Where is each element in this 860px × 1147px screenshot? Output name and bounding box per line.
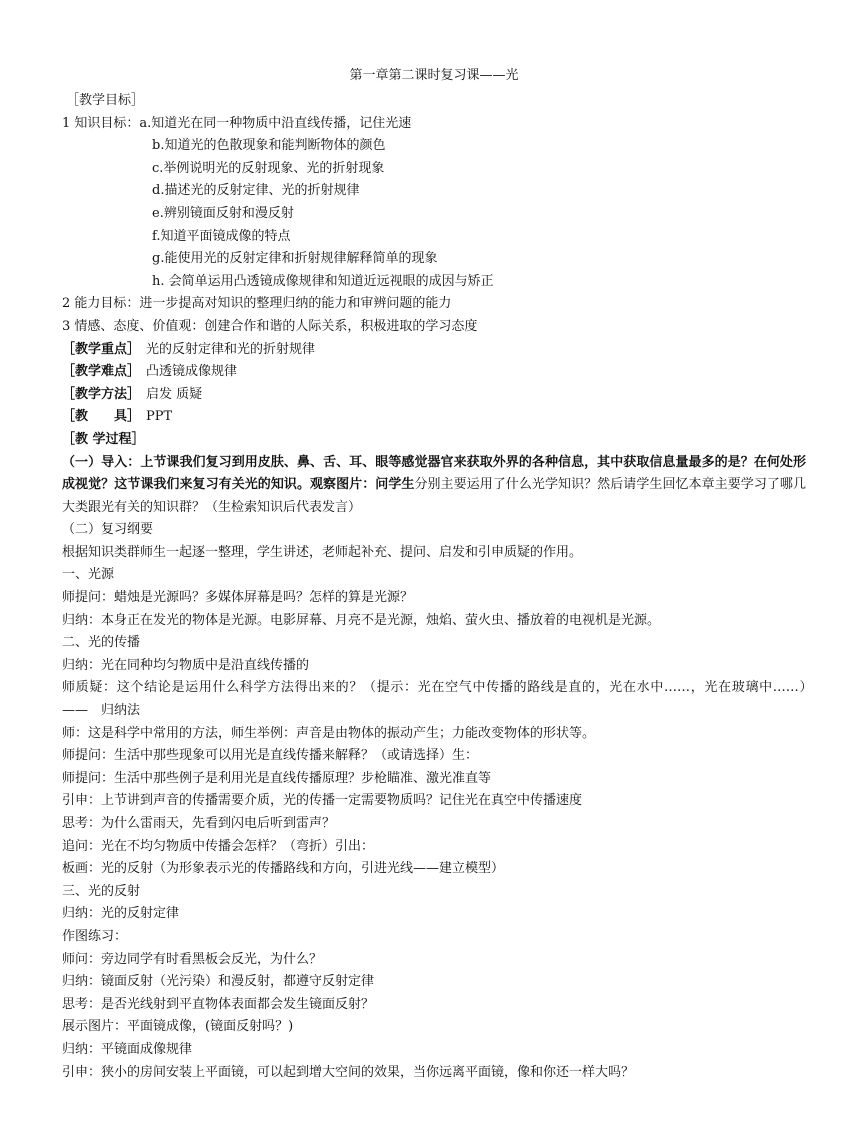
knowledge-prefix: 1 知识目标：	[62, 115, 140, 131]
ability-objective: 2 能力目标：进一步提高对知识的整理归纳的能力和审辨问题的能力	[62, 296, 452, 312]
section-heading-propagation: 二、光的传播	[62, 635, 141, 651]
body-line: 师提问：生活中那些现象可以用光是直线传播来解释？（或请选择）生：	[62, 748, 479, 764]
method-text: 启发 质疑	[146, 386, 203, 402]
tools-label: ［教 具］	[62, 409, 141, 425]
knowledge-objective	[62, 113, 806, 136]
body-line: 归纳：本身正在发光的物体是光源。电影屏幕、月亮不是光源，烛焰、萤火虫、播放着的电视机是光源。	[62, 612, 661, 628]
body-line: 师：这是科学中常用的方法，师生举例：声音是由物体的振动产生；力能改变物体的形状等。	[62, 725, 596, 741]
key-point-label: ［教学重点］	[62, 341, 141, 357]
process-heading: ［教 学过程］	[62, 431, 145, 447]
knowledge-item-b: b.知道光的色散现象和能判断物体的颜色	[152, 138, 386, 154]
body-line: 师提问：蜡烛是光源吗？多媒体屏幕是吗？怎样的算是光源？	[62, 590, 414, 606]
document-title: 第一章第二课时复习课——光	[349, 68, 519, 83]
tools-text: PPT	[146, 409, 173, 425]
body-line: 思考：为什么雷雨天，先看到闪电后听到雷声？	[62, 816, 336, 831]
key-point-row	[62, 339, 806, 362]
section-heading-reflection: 三、光的反射	[62, 883, 141, 899]
tools-row	[62, 406, 806, 429]
body-line: （二）复习纲要	[62, 522, 154, 538]
section-heading-light-source: 一、光源	[62, 567, 115, 583]
intro-normal-text: 分别主要运用了什么光学知识？然后请学生回忆本章主要学习了哪几大类跟光有关的知识群？（生检索知识后代表发言）	[62, 477, 806, 515]
difficulty-label: ［教学难点］	[62, 364, 141, 380]
body-line: 根据知识类群师生一起逐一整理，学生讲述，老师起补充、提问、启发和引申质疑的作用。	[62, 544, 583, 560]
method-row	[62, 384, 806, 407]
intro-bold-text: （一）导入：上节课我们复习到用皮肤、鼻、舌、耳、眼等感觉器官来获取外界的各种信息，其中获取信息量最多的是？在何处形成视觉？这节课我们来复习有关光的知识。观察图片：问学生	[62, 454, 806, 493]
knowledge-item-f: f.知道平面镜成像的特点	[152, 228, 291, 244]
body-line: 展示图片：平面镜成像，(镜面反射吗？)	[62, 1019, 294, 1035]
document-page	[62, 66, 820, 1084]
body-line: 思考：是否光线射到平直物体表面都会发生镜面反射？	[62, 996, 375, 1012]
intro-paragraph	[62, 452, 806, 520]
key-point-text: 光的反射定律和光的折射规律	[146, 341, 316, 357]
method-label: ［教学方法］	[62, 386, 141, 402]
knowledge-item-c: c.举例说明光的反射现象、光的折射现象	[152, 160, 385, 176]
body-line: 板画：光的反射（为形象表示光的传播路线和方向，引进光线——建立模型）	[62, 861, 505, 877]
body-line: 引申：狭小的房间安装上平面镜，可以起到增大空间的效果，当你远离平面镜，像和你还一样大吗？	[62, 1064, 635, 1080]
body-line: 引申：上节讲到声音的传播需要介质，光的传播一定需要物质吗？记住光在真空中传播速度	[62, 793, 583, 809]
body-line: 归纳：平镜面成像规律	[62, 1041, 193, 1057]
body-line: 师问：旁边同学有时看黑板会反光，为什么？	[62, 951, 323, 967]
body-line: 归纳：光的反射定律	[62, 906, 180, 922]
body-line: 师提问：生活中那些例子是利用光是直线传播原理？步枪瞄准、激光准直等	[62, 770, 492, 786]
body-line: 归纳：镜面反射（光污染）和漫反射，都遵守反射定律	[62, 974, 375, 990]
body-line: 作图练习：	[62, 928, 128, 944]
question-paragraph: 师质疑：这个结论是运用什么科学方法得出来的？（提示：光在空气中传播的路线是直的，光在水中……，光在玻璃中……） —— 归纳法	[62, 680, 820, 719]
difficulty-text: 凸透镜成像规律	[146, 364, 238, 380]
knowledge-item-a: a.知道光在同一种物质中沿直线传播，记住光速	[139, 115, 412, 131]
knowledge-item-e: e.辨别镜面反射和漫反射	[152, 205, 294, 221]
emotion-objective: 3 情感、态度、价值观：创建合作和谐的人际关系，积极进取的学习态度	[62, 318, 478, 334]
body-line: 追问：光在不均匀物质中传播会怎样？（弯折）引出：	[62, 838, 375, 854]
knowledge-item-d: d.描述光的反射定律、光的折射规律	[152, 183, 360, 199]
difficulty-row	[62, 361, 806, 384]
objectives-heading: ［教学目标］	[66, 93, 145, 108]
knowledge-item-g: g.能使用光的反射定律和折射规律解释简单的现象	[152, 251, 438, 267]
body-line: 归纳：光在同种均匀物质中是沿直线传播的	[62, 657, 310, 673]
knowledge-item-h: h. 会简单运用凸透镜成像规律和知道近远视眼的成因与矫正	[152, 273, 494, 289]
